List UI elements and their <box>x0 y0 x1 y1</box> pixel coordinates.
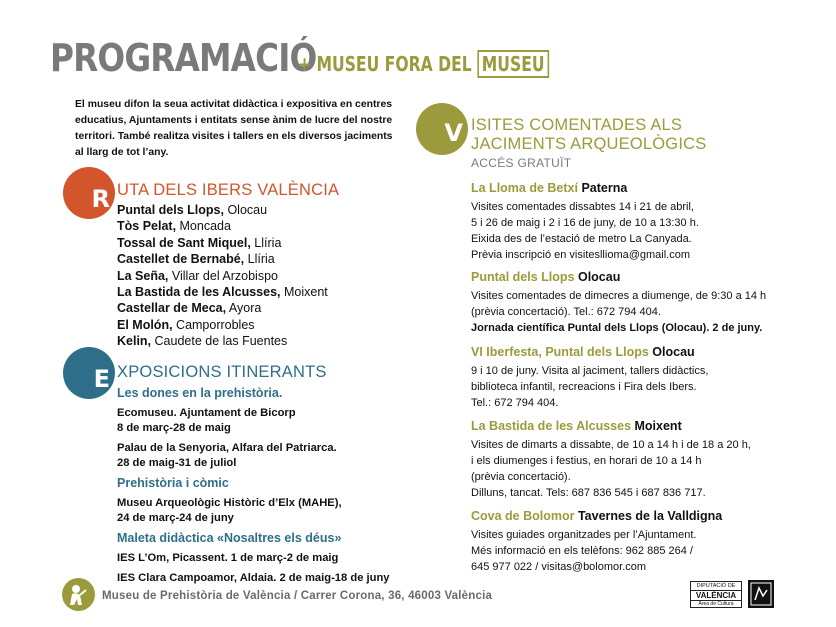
list-item: Castellar de Meca, Ayora <box>117 301 262 316</box>
logo-text: VALÈNCIA <box>691 590 741 601</box>
page-title: PROGRAMACIÓ <box>50 36 317 80</box>
footer-address: Museu de Prehistòria de València / Carrer Corona, 36, 46003 València <box>102 590 493 602</box>
visita-line: Visites comentades de dimecres a diumenge, de 9:30 a 14 h <box>471 290 767 302</box>
visita-line: Dilluns, tancat. Tels: 687 836 545 i 687 836 717. <box>471 487 706 499</box>
ruta-title: UTA DELS IBERS VALÈNCIA <box>117 181 340 199</box>
visita-line: 645 977 022 / visitas@bolomor.com <box>471 561 647 573</box>
visita-town: Olocau <box>574 270 621 284</box>
list-item: La Bastida de les Alcusses, Moixent <box>117 285 328 300</box>
exposicio-dates: 28 de maig-31 de juliol <box>117 457 237 469</box>
visita-line: biblioteca infantil, recreacions i Fira dels Ibers. <box>471 381 697 393</box>
visita-line: Visites de dimarts a dissabte, de 10 a 14 h i de 18 a 20 h, <box>471 439 751 451</box>
visites-title-line2: JACIMENTS ARQUEOLÒGICS <box>471 135 707 153</box>
visita-block <box>471 418 811 501</box>
museum-mark-icon <box>748 580 774 608</box>
exposicio-heading: Prehistòria i còmic <box>117 476 229 490</box>
subtitle-boxed: MUSEU <box>477 50 549 78</box>
visita-line: i els diumenges i festius, en horari de 10 a 14 h <box>471 455 702 467</box>
exposicio-venue: Ecomuseu. Ajuntament de Bicorp <box>117 407 296 419</box>
ruta-letter-circle <box>63 167 115 219</box>
page-subtitle <box>298 52 549 76</box>
list-item: Tossal de Sant Miquel, Llíria <box>117 235 282 250</box>
exposicio-venue: Palau de la Senyoria, Alfara del Patriarca. <box>117 442 337 454</box>
figure-icon <box>62 578 95 611</box>
visita-line: Més informació en els telèfons: 962 885 264 / <box>471 545 693 557</box>
visita-line: Visites guiades organitzades per l’Ajuntament. <box>471 529 697 541</box>
list-item: Puntal dels Llops, Olocau <box>117 203 268 217</box>
exposicio-heading: Maleta didàctica «Nosaltres els déus» <box>117 531 342 545</box>
logo-text: Àrea de Cultura <box>698 601 734 607</box>
visita-place: VI Iberfesta, Puntal dels Llops <box>471 345 649 359</box>
visita-place: Cova de Bolomor <box>471 509 575 523</box>
visita-highlight: Jornada científica Puntal dels Llops (Olocau). 2 de juny. <box>471 322 763 334</box>
visita-place: La Bastida de les Alcusses <box>471 419 632 433</box>
diputacio-logo <box>690 581 742 608</box>
visita-block <box>471 269 811 336</box>
visita-line: Prèvia inscripció en visitesllioma@gmail.com <box>471 249 691 261</box>
visita-block <box>471 508 811 575</box>
list-item: Castellet de Bernabé, Llíria <box>117 252 275 267</box>
visites-letter: V <box>444 119 463 147</box>
visita-line: Visites comentades dissabtes 14 i 21 de abril, <box>471 201 694 213</box>
museum-logo-icon <box>62 578 95 611</box>
intro-paragraph: El museu difon la seua activitat didàctica i expositiva en centres educatius, Ajuntaments i entitats sense ànim de lucre del nostre territori. També realitza visites i tallers en els diversos jaciments al llarg de tot l’any. <box>75 99 393 158</box>
exposicions-title: XPOSICIONS ITINERANTS <box>117 363 327 381</box>
exposicions-list <box>117 386 390 586</box>
exposicions-letter: E <box>93 365 110 393</box>
exposicions-letter-circle <box>63 347 115 399</box>
visita-line: 9 i 10 de juny. Visita al jaciment, tallers didàctics, <box>471 365 709 377</box>
list-item: El Molón, Camporrobles <box>117 317 255 332</box>
logo-text: DIPUTACIÓ DE <box>696 583 736 589</box>
ruta-list <box>117 202 328 350</box>
visita-line: 5 i 26 de maig i 2 i 16 de juny, de 10 a 13:30 h. <box>471 217 699 229</box>
visita-place: La Lloma de Betxí <box>471 181 578 195</box>
subtitle-prefix: + MUSEU FORA DEL <box>298 52 472 76</box>
exposicio-heading: Les dones en la prehistòria. <box>117 386 283 400</box>
visites-letter-circle <box>416 103 468 155</box>
visita-town: Tavernes de la Valldigna <box>574 509 723 523</box>
visita-town: Olocau <box>648 345 695 359</box>
exposicio-venue: IES Clara Campoamor, Aldaia. 2 de maig-18 de juny <box>117 572 390 584</box>
visites-access: ACCÉS GRATUÏT <box>471 156 572 170</box>
visita-town: Paterna <box>577 181 628 195</box>
exposicio-dates: 8 de març-28 de maig <box>117 422 231 434</box>
visita-line: (prèvia concertació). <box>471 471 571 483</box>
visita-line: Tel.: 672 794 404. <box>471 397 559 409</box>
list-item: Kelin, Caudete de las Fuentes <box>117 334 288 349</box>
visita-block <box>471 344 811 411</box>
ruta-letter: R <box>91 185 110 213</box>
mark-icon <box>748 580 774 608</box>
visites-title <box>471 116 706 154</box>
visita-block <box>471 180 811 263</box>
exposicio-venue: IES L’Om, Picassent. 1 de març-2 de maig <box>117 552 339 564</box>
list-item: Tòs Pelat, Moncada <box>117 219 231 234</box>
visita-line: (prèvia concertació). Tel.: 672 794 404. <box>471 306 661 318</box>
visita-place: Puntal dels Llops <box>471 270 575 284</box>
list-item: La Seña, Villar del Arzobispo <box>117 268 278 283</box>
visita-town: Moixent <box>631 419 682 433</box>
visites-title-line1: ISITES COMENTADES ALS <box>471 116 683 134</box>
exposicio-dates: 24 de març-24 de juny <box>117 512 234 524</box>
exposicio-venue: Museu Arqueològic Històric d’Elx (MAHE), <box>117 497 342 509</box>
visita-line: Eixida des de l’estació de metro La Canyada. <box>471 233 692 245</box>
